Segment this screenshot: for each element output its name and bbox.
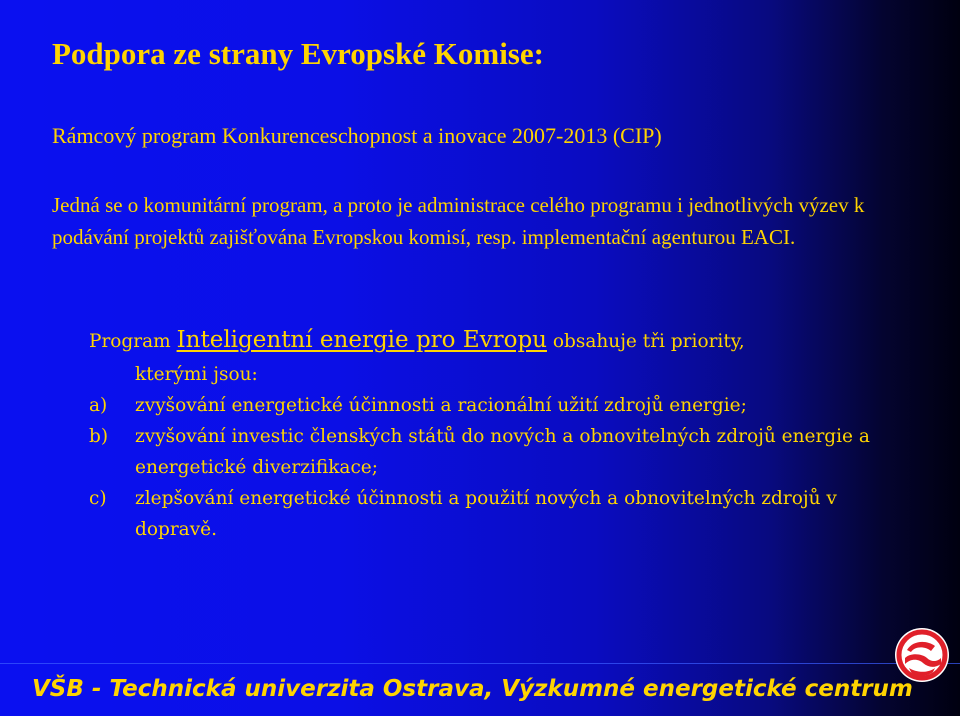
priority-marker: c) bbox=[89, 488, 107, 509]
vsb-logo-icon bbox=[893, 626, 951, 684]
priority-marker: a) bbox=[89, 395, 108, 416]
program-intro-line bbox=[89, 323, 919, 359]
slide-title: Podpora ze strany Evropské Komise: bbox=[52, 36, 544, 71]
priority-item bbox=[89, 421, 919, 483]
program-suffix: obsahuje tři priority, bbox=[546, 331, 745, 352]
program-section bbox=[89, 323, 919, 545]
footer-text: VŠB - Technická univerzita Ostrava, Výzkumné energetické centrum bbox=[32, 676, 913, 702]
priority-text: zvyšování energetické účinnosti a racionální užití zdrojů energie; bbox=[135, 395, 747, 416]
program-intro-line-2: kterými jsou: bbox=[135, 364, 258, 385]
priority-text: zvyšování investic členských států do nových a obnovitelných zdrojů energie a energetické diverzifikace; bbox=[135, 426, 870, 478]
program-prefix: Program bbox=[89, 331, 177, 352]
program-subtitle: Rámcový program Konkurenceschopnost a inovace 2007-2013 (CIP) bbox=[52, 123, 662, 148]
footer-divider bbox=[0, 663, 960, 664]
priority-marker: b) bbox=[89, 426, 109, 447]
priority-item bbox=[89, 390, 919, 421]
priority-text: zlepšování energetické účinnosti a použití nových a obnovitelných zdrojů v dopravě. bbox=[135, 488, 837, 540]
priority-item bbox=[89, 483, 919, 545]
program-name: Inteligentní energie pro Evropu bbox=[176, 327, 547, 353]
intro-paragraph: Jedná se o komunitární program, a proto je administrace celého programu i jednotlivých výzev k podávání projektů zajišťována Evropskou komisí, resp. implementační agenturou EACI. bbox=[52, 193, 865, 249]
